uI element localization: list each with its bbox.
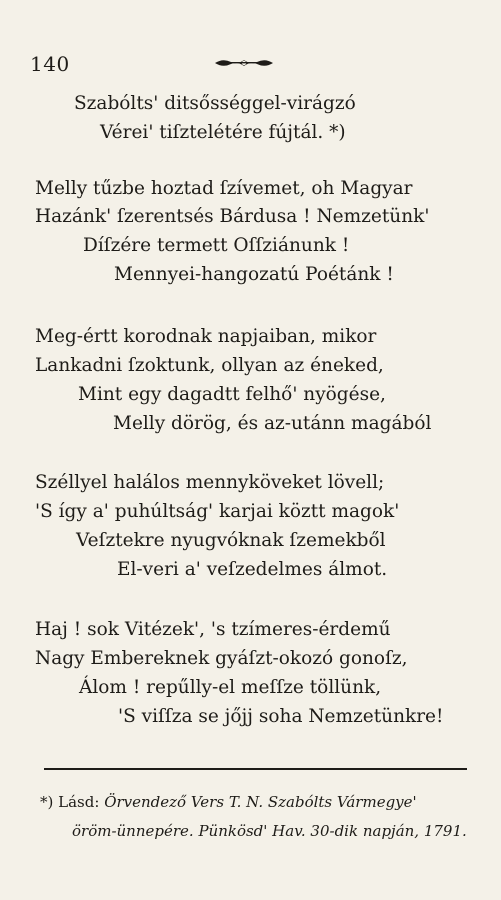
stanza-3-line-1: Széllyel halálos mennyköveket lövell; <box>35 472 385 493</box>
stanza-3-line-4: El-veri a' veſzedelmes álmot. <box>117 559 388 580</box>
stanza-3-line-3: Veſztekre nyugvóknak ſzemekből <box>76 530 386 551</box>
stanza-4-line-4: 'S viſſza se jőjj soha Nemzetünkre! <box>118 706 444 727</box>
page-number: 140 <box>30 52 70 76</box>
stanza-1-line-1: Melly tűzbe hoztad ſzívemet, oh Magyar <box>35 178 413 199</box>
stanza-4-line-1: Haj ! sok Vitézek', 's tzímeres-érdemű <box>35 619 391 640</box>
stanza-2-line-3: Mint egy dagadtt felhő' nyögése, <box>78 384 386 405</box>
printer-ornament-icon <box>213 56 275 70</box>
stanza-2-line-4: Melly dörög, és az-utánn magából <box>113 413 432 434</box>
stanza-4-line-2: Nagy Embereknek gyáſzt-okozó gonoſz, <box>35 648 408 669</box>
footnote-divider <box>44 768 467 770</box>
stanza-4-line-3: Álom ! repűlly-el meſſze töllünk, <box>79 677 382 698</box>
intro-line-1: Szabólts' ditsősséggel-virágzó <box>74 93 356 114</box>
stanza-3-line-2: 'S így a' puhúltság' karjai köztt magok' <box>35 501 400 522</box>
stanza-1-line-2: Hazánk' ſzerentsés Bárdusa ! Nemzetünk' <box>35 206 430 227</box>
stanza-1-line-3: Díſzére termett Oſſziánunk ! <box>83 235 350 256</box>
stanza-2-line-1: Meg-értt korodnak napjaiban, mikor <box>35 326 377 347</box>
stanza-2-line-2: Lankadni ſzoktunk, ollyan az éneked, <box>35 355 384 376</box>
footnote-lasd: Lásd: <box>58 793 100 811</box>
intro-line-2: Vérei' tiſztelétére fújtál. *) <box>100 122 346 143</box>
footnote-text-1: Örvendező Vers T. N. Szabólts Vármegye' <box>104 793 417 811</box>
footnote-marker: *) <box>40 793 54 811</box>
footnote-line-1 <box>40 793 417 811</box>
footnote-line-2: öröm-ünnepére. Pünkösd' Hav. 30-dik napján, 1791. <box>72 822 467 840</box>
stanza-1-line-4: Mennyei-hangozatú Poétánk ! <box>114 264 394 285</box>
